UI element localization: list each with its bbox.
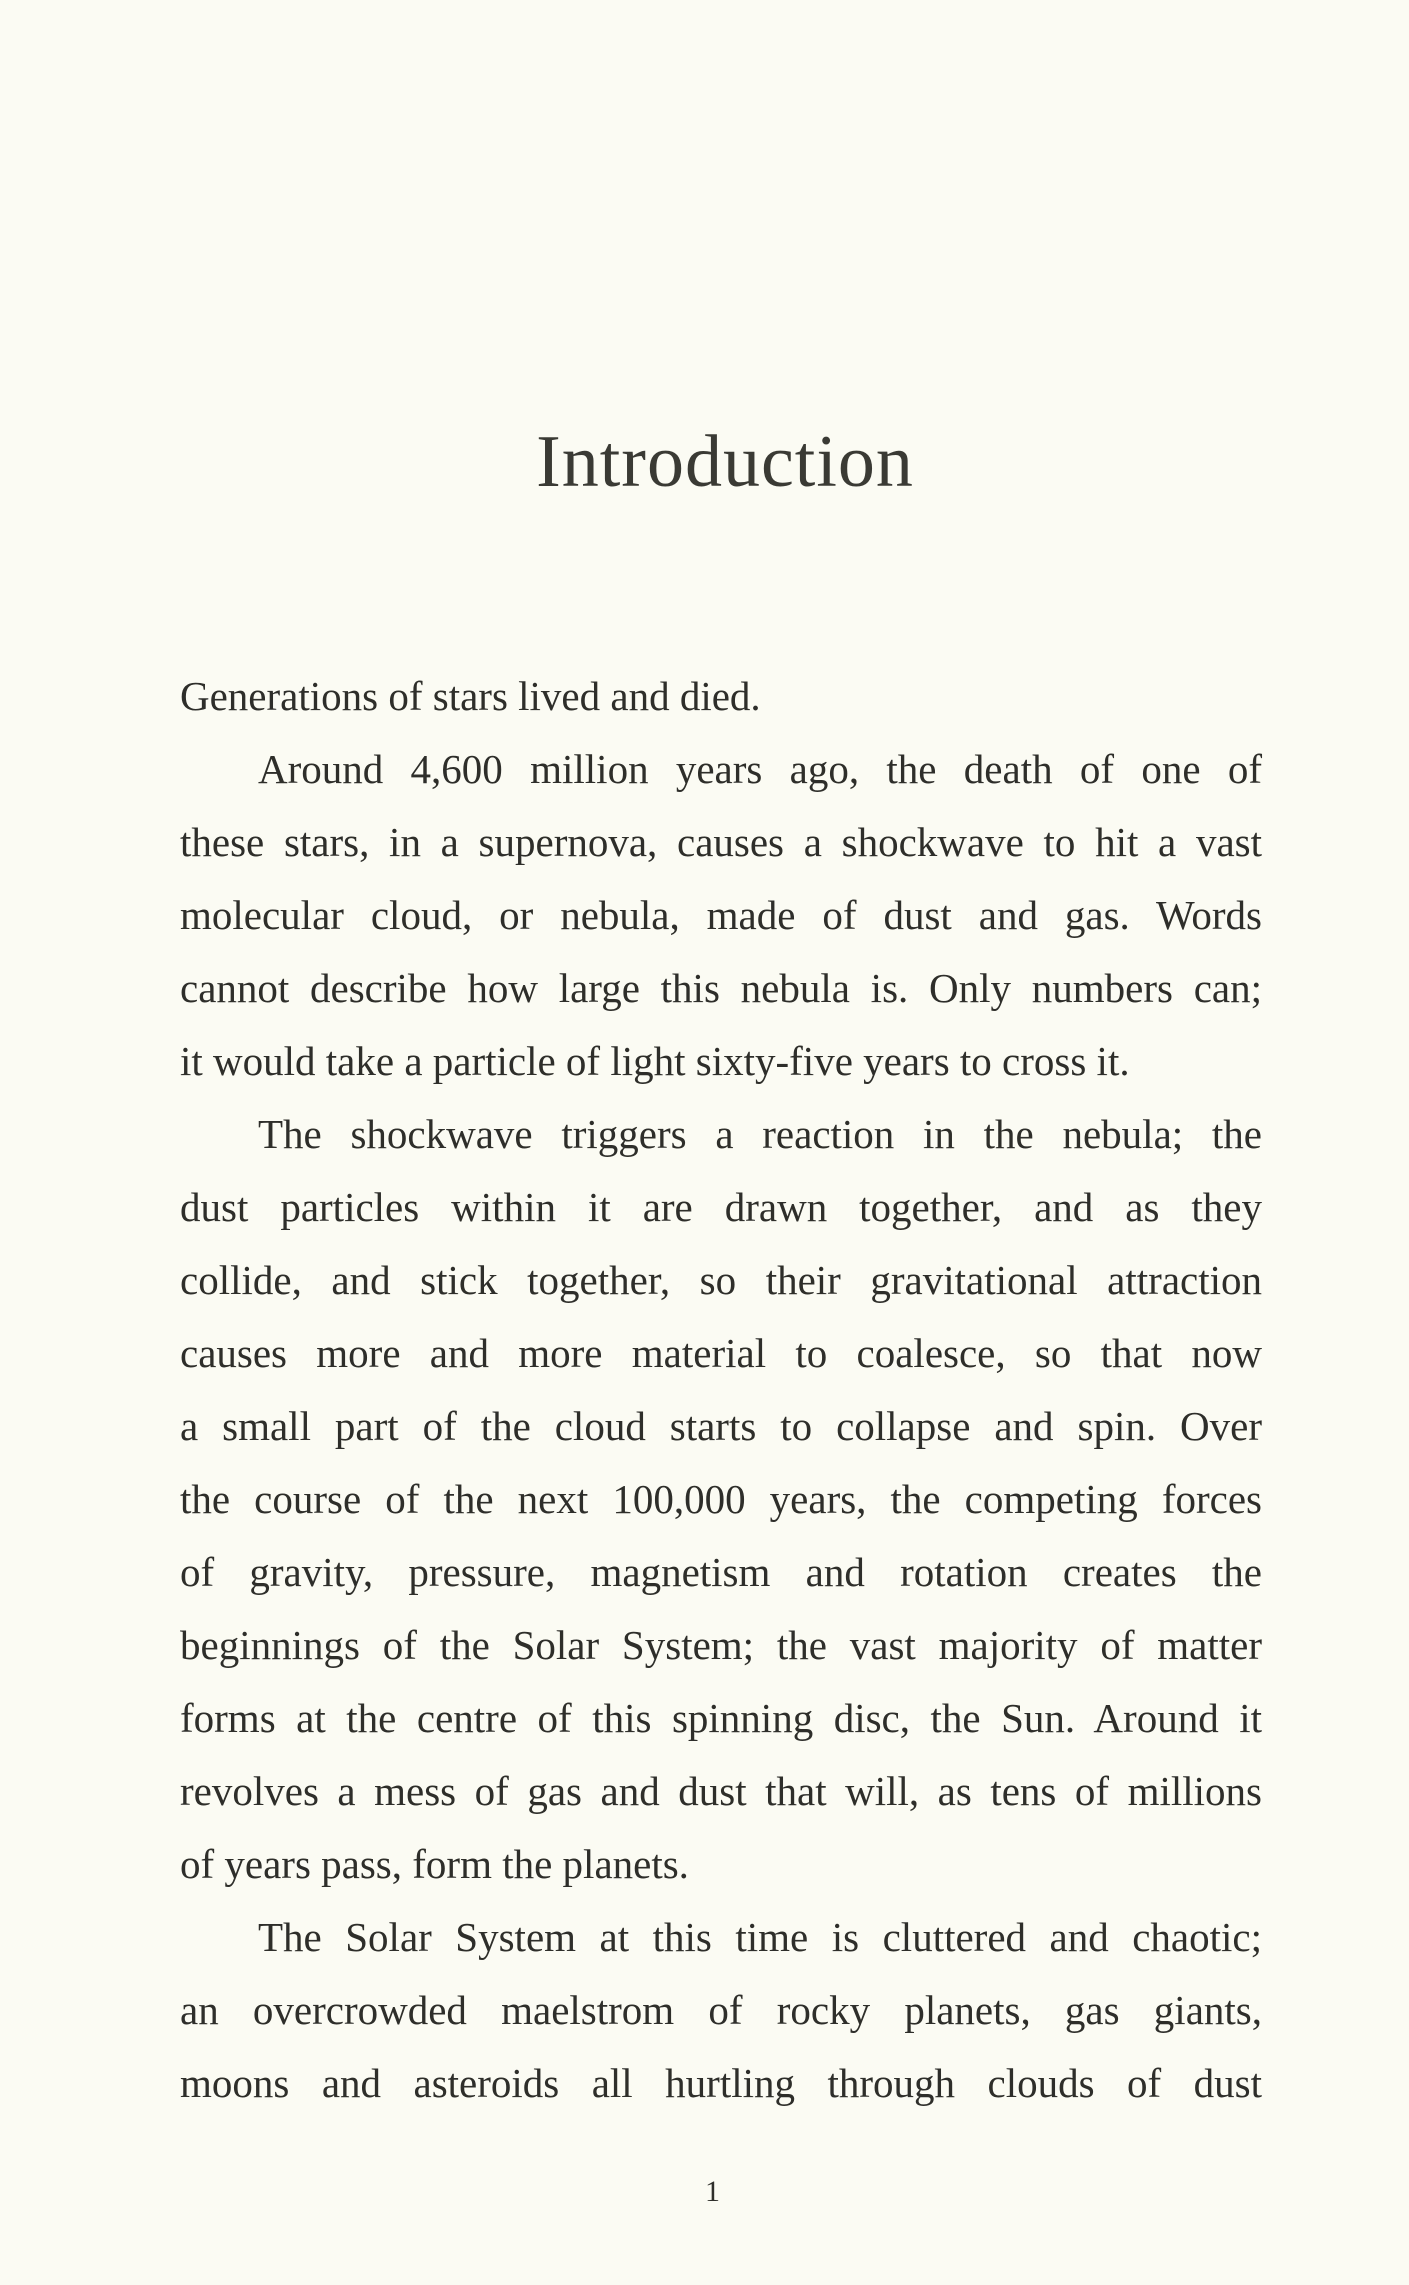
text-line: cannot describe how large this nebula is. Only numbers can; [180,965,1262,1011]
text-line: molecular cloud, or nebula, made of dust and gas. Words [180,892,1262,938]
text-line: dust particles within it are drawn together, and as they [180,1184,1262,1230]
text-line: forms at the centre of this spinning disc, the Sun. Around it [180,1695,1262,1741]
text-line: it would take a particle of light sixty-five years to cross it. [180,1038,1130,1084]
page-number: 1 [705,2175,720,2208]
text-line: moons and asteroids all hurtling through clouds of dust [180,2060,1262,2106]
text-line: The shockwave triggers a reaction in the nebula; the [258,1111,1262,1157]
text-line: the course of the next 100,000 years, the competing forces [180,1476,1262,1522]
text-line: these stars, in a supernova, causes a shockwave to hit a vast [180,819,1262,865]
text-line: beginnings of the Solar System; the vast majority of matter [180,1622,1262,1668]
text-line: an overcrowded maelstrom of rocky planets, gas giants, [180,1987,1262,2033]
text-line: of gravity, pressure, magnetism and rotation creates the [180,1549,1262,1595]
text-line: The Solar System at this time is cluttered and chaotic; [258,1914,1262,1960]
text-line: collide, and stick together, so their gravitational attraction [180,1257,1262,1303]
text-line: of years pass, form the planets. [180,1841,689,1887]
text-line: a small part of the cloud starts to collapse and spin. Over [180,1403,1262,1449]
chapter-title: Introduction [536,421,914,503]
text-line: Around 4,600 million years ago, the death of one of [258,746,1262,792]
text-line: revolves a mess of gas and dust that will, as tens of millions [180,1768,1262,1814]
text-line: Generations of stars lived and died. [180,673,761,719]
text-line: causes more and more material to coalesce, so that now [180,1330,1262,1376]
